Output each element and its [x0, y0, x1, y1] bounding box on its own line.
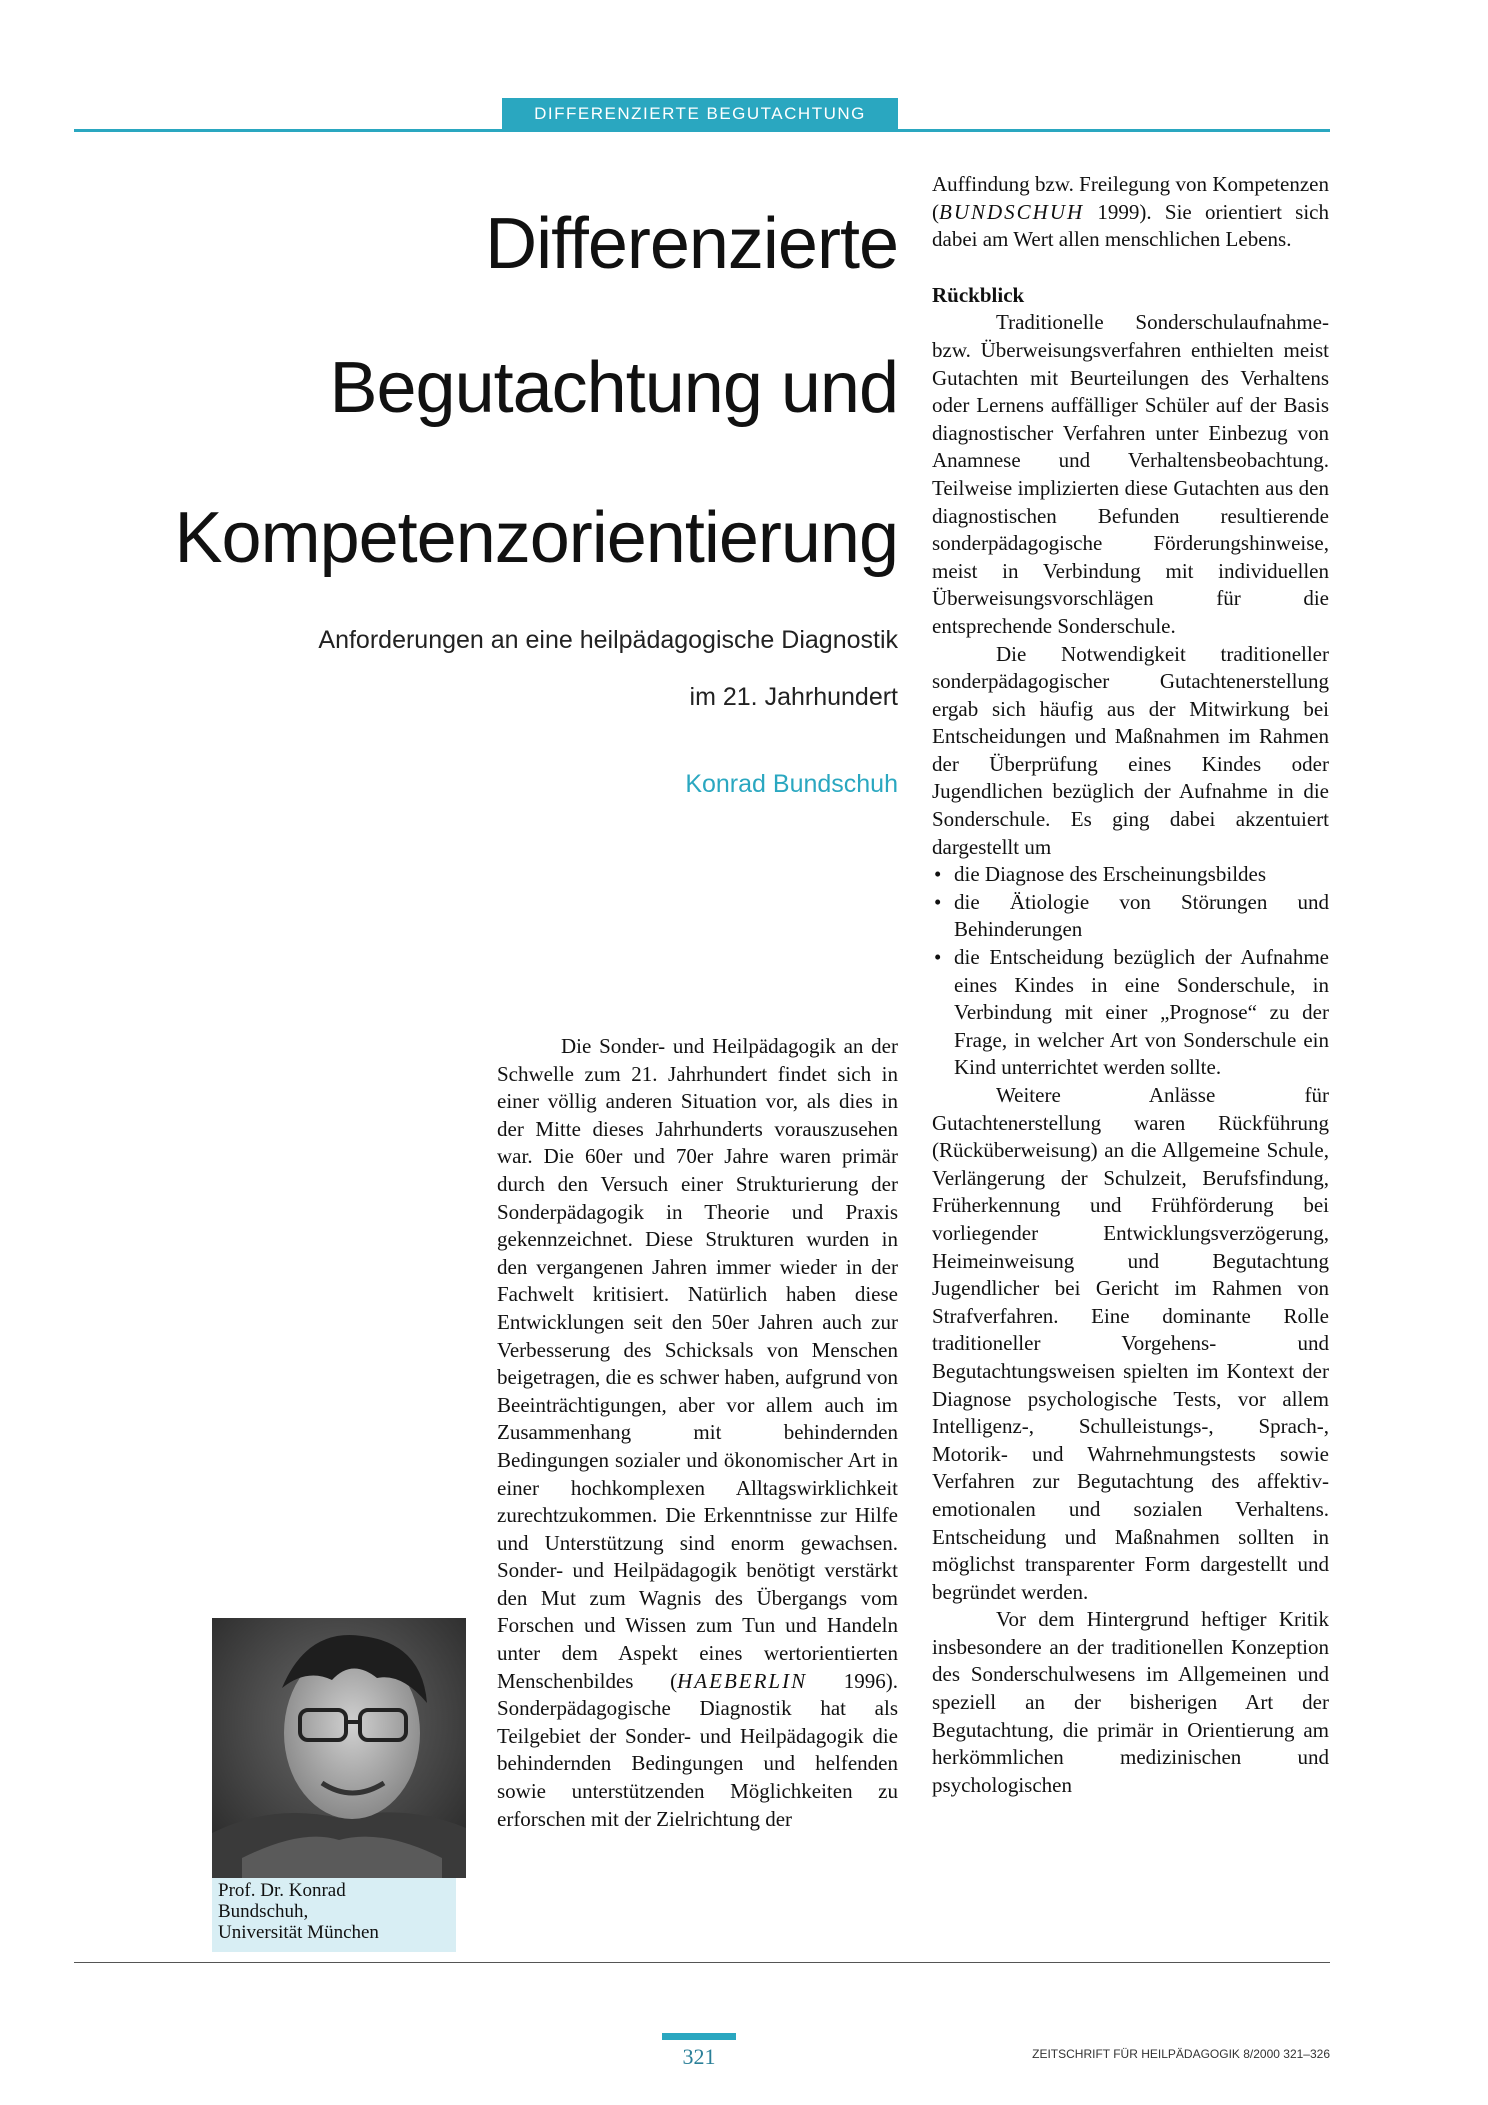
section-header-label: DIFFERENZIERTE BEGUTACHTUNG	[534, 104, 866, 123]
citation-bundschuh: BUNDSCHUH	[939, 199, 1085, 224]
journal-reference: ZEITSCHRIFT FÜR HEILPÄDAGOGIK 8/2000 321–326	[1032, 2047, 1330, 2061]
paragraph-intro-text-b: 1996). Sonderpädagogische Diagnostik hat als Teilgebiet der Sonder- und Heilpädagogik die behindernden Bedingungen und helfenden sowie unterstützenden Möglichkeiten zu erforschen mit der Zielrichtung der	[497, 1668, 899, 1831]
paragraph-rueckblick-4: Vor dem Hintergrund heftiger Kritik insbesondere an der traditionellen Konzeption des Sonderschulwesens im Allgemeinen und speziell an der bisherigen Art der Begutachtung, die primär in Orientierung am herkömmlichen medizinischen und psychologischen	[932, 1607, 1329, 1797]
bullet-item-2: • die Ätiologie von Störungen und Behinderungen	[932, 889, 1329, 944]
paragraph-rueckblick-3: Weitere Anlässe für Gutachtenerstellung waren Rückführung (Rücküberweisung) an die Allgemeine Schule, Verlängerung der Schulzeit, Berufsfindung, Früherkennung und Frühförderung bei vorliegender Entwicklungsverzögerung, Heimeinweisung und Begutachtung Jugendlicher bei Gericht im Rahmen von Strafverfahren. Eine dominante Rolle traditioneller Vorgehens- und Begutachtungsweisen spielten im Kontext der Diagnose psychologische Tests, vor allem Intelligenz-, Schulleistungs-, Sprach-, Motorik- und Wahrnehmungstests sowie Verfahren zur Begutachtung des affektiv-emotionalen und sozialen Verhaltens. Entscheidung und Maßnahmen sollten in möglichst transparenter Form dargestellt und begründet werden.	[932, 1083, 1329, 1604]
footer-rule	[74, 1962, 1330, 1963]
body-column-middle	[497, 1033, 898, 1833]
bullet-item-3: • die Entscheidung bezüglich der Aufnahme eines Kindes in eine Sonderschule, in Verbindung mit einer „Prognose“ zu der Frage, in welcher Art von Sonderschule ein Kind unterrichtet werden sollte.	[932, 944, 1329, 1082]
photo-caption-line-3: Universität München	[218, 1922, 379, 1943]
article-subtitle-line-2: im 21. Jahrhundert	[689, 683, 898, 711]
paragraph-rueckblick-2: Die Notwendigkeit traditioneller sonderpädagogischer Gutachtenerstellung ergab sich häufig aus der Mitwirkung bei Entscheidungen und Maßnahmen im Rahmen der Überprüfung eines Kindes oder Jugendlichen bezüglich der Aufnahme in die Sonderschule. Es ging dabei akzentuiert dargestellt um	[932, 641, 1329, 859]
paragraph-intro-text-a: Die Sonder- und Heilpädagogik an der Schwelle zum 21. Jahrhundert findet sich in einer völlig anderen Situation vor, als dies in der Mitte dieses Jahrhunderts vorauszusehen war. Die 60er und 70er Jahre waren primär durch den Versuch einer Strukturierung der Sonderpädagogik in Theorie und Praxis gekennzeichnet. Diese Strukturen wurden in den vergangenen Jahren immer wieder in der Fachwelt kritisiert. Natürlich haben diese Entwicklungen seit den 50er Jahren auch zur Verbesserung des Schicksals von Menschen beigetragen, die es schwer haben, aufgrund von Beeinträchtigungen, aber vor allem auch im Zusammenhang mit behindernden Bedingungen sozialer und ökonomischer Art in einer hochkomplexen Alltagswirklichkeit zurechtzukommen. Die Erkenntnisse zur Hilfe und Unterstützung sind enorm gewachsen. Sonder- und Heilpädagogik benötigt verstärkt den Mut zum Wagnis des Übergangs vom Forschen und Wissen zum Tun und Handeln unter dem Aspekt eines wertorientierten Menschenbildes (	[497, 1034, 898, 1693]
author-portrait-image	[212, 1618, 466, 1878]
photo-caption	[212, 1878, 456, 1952]
paragraph-continued-text-a: Auffindung bzw. Freilegung von Kompetenzen (	[932, 172, 1329, 224]
body-column-right	[932, 171, 1329, 1799]
bullet-list	[932, 861, 1329, 1082]
paragraph-rueckblick-1: Traditionelle Sonderschulaufnahme- bzw. Überweisungsverfahren enthielten meist Gutachten mit Beurteilungen des Verhaltens oder Lernens auffälliger Schüler auf der Basis diagnostischer Verfahren unter Einbezug von Anamnese und Verhaltensbeobachtung. Teilweise implizierten diese Gutachten aus den diagnostischen Befunden resultierende sonderpädagogische Förderungshinweise, meist in Verbindung mit individuellen Überweisungsvorschlägen für die entsprechende Sonderschule.	[932, 310, 1329, 638]
page-number: 321	[682, 2044, 716, 2069]
section-header	[502, 98, 898, 130]
header-rule	[74, 129, 1330, 132]
section-heading-rueckblick: Rückblick	[932, 282, 1025, 307]
author-photo	[212, 1618, 466, 1878]
article-title-line-2: Begutachtung und	[329, 348, 898, 428]
citation-haeberlin: HAEBERLIN	[677, 1668, 808, 1693]
article-author: Konrad Bundschuh	[685, 770, 898, 798]
page-number-bar	[662, 2033, 736, 2040]
article-subtitle-line-1: Anforderungen an eine heilpädagogische Diagnostik	[318, 626, 898, 654]
photo-caption-line-2: Bundschuh,	[218, 1901, 309, 1922]
bullet-item-1: • die Diagnose des Erscheinungsbildes	[932, 861, 1329, 889]
photo-caption-line-1: Prof. Dr. Konrad	[218, 1880, 346, 1901]
article-title-line-1: Differenzierte	[485, 204, 898, 284]
paragraph-continued-text-b: 1999). Sie orientiert sich dabei am Wert allen menschlichen Lebens.	[932, 199, 1329, 252]
paragraph-intro	[497, 1033, 898, 1833]
paragraph-continued	[932, 171, 1329, 254]
article-title-line-3: Kompetenzorientierung	[174, 498, 898, 578]
